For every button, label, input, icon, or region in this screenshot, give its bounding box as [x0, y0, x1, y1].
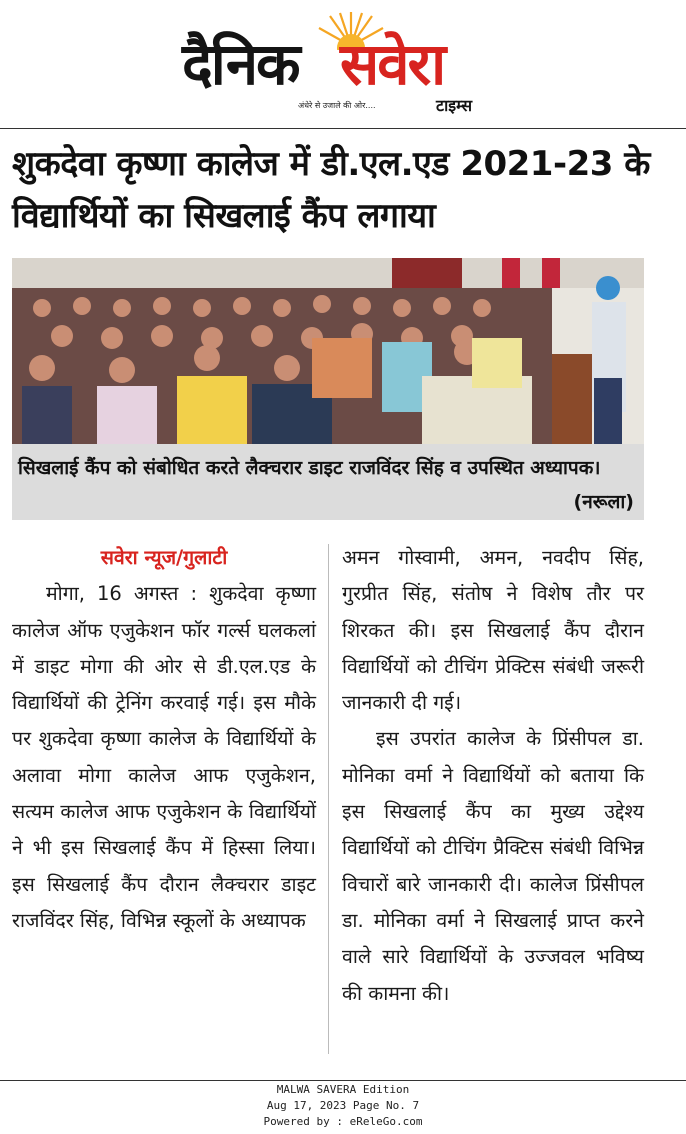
- footer-powered-by[interactable]: Powered by : eReleGo.com: [263, 1115, 423, 1128]
- article-column-right: [342, 540, 644, 1012]
- masthead-tagline: अंधेरे से उजाले की ओर....: [298, 101, 376, 110]
- footer: [0, 1082, 686, 1130]
- bottom-divider: [0, 1080, 686, 1081]
- photo-credit: (नरूला): [573, 491, 634, 513]
- article-paragraph-1-continued: अमन गोस्वामी, अमन, नवदीप सिंह, गुरप्रीत सिंह, संतोष ने विशेष तौर पर शिरकत की। इस सिखलाई कैंप दौरान विद्यार्थियों को टीचिंग प्रेक्टिस संबंधी जरूरी जानकारी दी गई।: [342, 546, 644, 715]
- column-divider: [328, 544, 329, 1054]
- article-photo: [12, 258, 644, 444]
- footer-edition: MALWA SAVERA Edition: [276, 1083, 410, 1096]
- article-headline: शुकदेवा कृष्णा कालेज में डी.एल.एड 2021-23 के विद्यार्थियों का सिखलाई कैंप लगाया: [12, 144, 650, 236]
- footer-date-page: Aug 17, 2023 Page No. 7: [266, 1099, 420, 1112]
- photo-caption: सिखलाई कैंप को संबोधित करते लैक्चरार डाइट राजविंदर सिंह व उपस्थित अध्यापक।: [18, 457, 601, 479]
- article-paragraph-1: मोगा, 16 अगस्त : शुकदेवा कृष्णा कालेज ऑफ एजुकेशन फॉर गर्ल्स घलकलां में डाइट मोगा की ओर से डी.एल.एड के विद्यार्थियों की ट्रेनिंग करवाई गई। इस मौके पर शुकदेवा कृष्णा कालेज के विद्यार्थियों के अलावा मोगा कालेज आफ एजुकेशन, सत्यम कालेज आफ एजुकेशन के विद्यार्थियों ने भी इस सिखलाई कैंप में हिस्सा लिया। इस सिखलाई कैंप दौरान लैक्चरार डाइट राजविंदर सिंह, विभिन्न स्कूलों के अध्यापक: [12, 582, 316, 932]
- logo-savera: सवेरा: [340, 30, 445, 98]
- logo-times: टाइम्स: [436, 96, 473, 115]
- masthead: [0, 0, 686, 122]
- article-paragraph-2: इस उपरांत कालेज के प्रिंसीपल डा. मोनिका वर्मा ने विद्यार्थियों को बताया कि इस सिखलाई कैंप का मुख्य उद्देश्य विद्यार्थियों को टीचिंग प्रैक्टिस संबंधी विभिन्न विचारों बारे जानकारी दी। कालेज प्रिंसीपल डा. मोनिका वर्मा ने सिखलाई प्राप्त करने वाले सारे विद्यार्थियों के उज्जवल भविष्य की कामना की।: [342, 727, 644, 1005]
- article-column-left: [12, 540, 316, 939]
- top-divider: [0, 128, 686, 129]
- article-byline: सवेरा न्यूज/गुलाटी: [100, 546, 228, 569]
- logo-dainik: दैनिक: [182, 30, 299, 98]
